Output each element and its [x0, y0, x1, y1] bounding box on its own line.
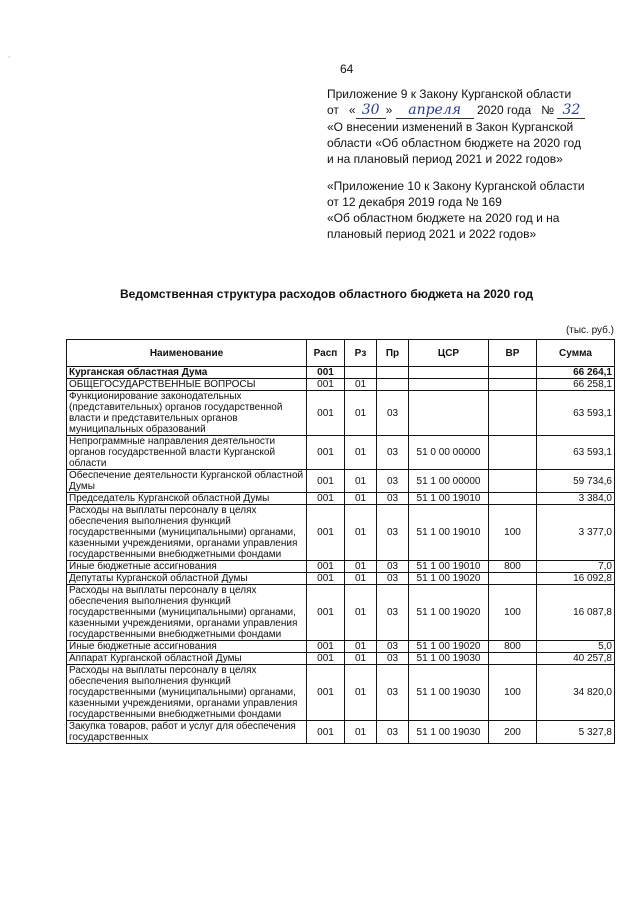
table-row: [67, 391, 615, 436]
table-row: [67, 641, 615, 653]
number-prefix: №: [541, 103, 555, 117]
table-row: [67, 653, 615, 665]
cell-csr: [409, 391, 489, 436]
cell-pr: 03: [377, 653, 409, 665]
cell-sum: 63 593,1: [537, 391, 615, 436]
header-sum: Сумма: [537, 340, 615, 367]
appendix-header: [327, 86, 585, 167]
handwritten-number: 32: [557, 102, 585, 119]
cell-sum: 34 820,0: [537, 665, 615, 721]
header-name: Наименование: [67, 340, 307, 367]
appendix-line-3: «О внесении изменений в Закон Курганской: [327, 120, 574, 134]
cell-pr: 03: [377, 391, 409, 436]
cell-sum: 66 264,1: [537, 367, 615, 379]
cell-sum: 40 257,8: [537, 653, 615, 665]
cell-name: Непрограммные направления деятельности органов государственной власти Курганской области: [67, 436, 307, 470]
table-row: [67, 665, 615, 721]
cell-name: Курганская областная Дума: [67, 367, 307, 379]
cell-sum: 5 327,8: [537, 721, 615, 744]
cell-rz: 01: [345, 391, 377, 436]
appendix-line-1: Приложение 9 к Закону Курганской области: [327, 87, 572, 101]
cell-vr: 800: [489, 641, 537, 653]
cell-rasp: 001: [307, 641, 345, 653]
cell-name: Иные бюджетные ассигнования: [67, 561, 307, 573]
cell-rz: 01: [345, 561, 377, 573]
cell-rasp: 001: [307, 391, 345, 436]
cell-name: Иные бюджетные ассигнования: [67, 641, 307, 653]
cell-rz: [345, 367, 377, 379]
header-rasp: Расп: [307, 340, 345, 367]
cell-name: Депутаты Курганской областной Думы: [67, 573, 307, 585]
cell-rasp: 001: [307, 573, 345, 585]
header-pr: Пр: [377, 340, 409, 367]
cell-csr: 51 1 00 19020: [409, 641, 489, 653]
from-prefix: от: [327, 103, 339, 117]
quote-open: «: [348, 103, 356, 117]
cell-rz: 01: [345, 573, 377, 585]
handwritten-day: 30: [356, 102, 386, 119]
appendix2-line-4: плановый период 2021 и 2022 годов»: [327, 227, 537, 241]
cell-sum: 3 384,0: [537, 493, 615, 505]
page-number: 64: [340, 62, 354, 76]
cell-rasp: 001: [307, 470, 345, 493]
cell-pr: 03: [377, 573, 409, 585]
appendix-line-4: области «Об областном бюджете на 2020 год: [327, 136, 581, 150]
cell-rasp: 001: [307, 561, 345, 573]
cell-csr: 51 1 00 19030: [409, 721, 489, 744]
cell-name: Закупка товаров, работ и услуг для обеспечения государственных: [67, 721, 307, 744]
table-row: [67, 493, 615, 505]
cell-sum: 5,0: [537, 641, 615, 653]
year-text: 2020 года: [476, 103, 532, 117]
table-header-row: [67, 340, 615, 367]
cell-csr: 51 1 00 19010: [409, 505, 489, 561]
cell-vr: 100: [489, 585, 537, 641]
cell-vr: [489, 653, 537, 665]
appendix2-line-2: от 12 декабря 2019 года № 169: [327, 195, 502, 209]
handwritten-month: апреля: [396, 102, 474, 119]
cell-pr: 03: [377, 641, 409, 653]
cell-sum: 16 087,8: [537, 585, 615, 641]
appendix-line-5: и на плановый период 2021 и 2022 годов»: [327, 152, 563, 166]
appendix2-line-3: «Об областном бюджете на 2020 год и на: [327, 211, 560, 225]
cell-rz: 01: [345, 470, 377, 493]
cell-sum: 3 377,0: [537, 505, 615, 561]
table-row: [67, 367, 615, 379]
cell-pr: 03: [377, 585, 409, 641]
cell-csr: 51 1 00 19010: [409, 493, 489, 505]
cell-rasp: 001: [307, 505, 345, 561]
cell-rz: 01: [345, 436, 377, 470]
cell-name: ОБЩЕГОСУДАРСТВЕННЫЕ ВОПРОСЫ: [67, 379, 307, 391]
cell-pr: 03: [377, 561, 409, 573]
cell-pr: 03: [377, 665, 409, 721]
table-row: [67, 573, 615, 585]
header-vr: ВР: [489, 340, 537, 367]
margin-mark: ,: [8, 50, 11, 59]
cell-name: Расходы на выплаты персоналу в целях обеспечения выполнения функций государственными (муниципальными) органами, казенными учреждениями, органами управления государственными внебюджетными фондами: [67, 505, 307, 561]
cell-vr: [489, 391, 537, 436]
cell-rasp: 001: [307, 367, 345, 379]
cell-sum: 66 258,1: [537, 379, 615, 391]
cell-vr: 800: [489, 561, 537, 573]
cell-rz: 01: [345, 665, 377, 721]
cell-csr: [409, 367, 489, 379]
cell-name: Аппарат Курганской областной Думы: [67, 653, 307, 665]
cell-vr: [489, 379, 537, 391]
cell-vr: 100: [489, 505, 537, 561]
table-row: [67, 470, 615, 493]
cell-vr: 200: [489, 721, 537, 744]
table-row: [67, 561, 615, 573]
table-row: [67, 721, 615, 744]
document-title: Ведомственная структура расходов областного бюджета на 2020 год: [120, 287, 534, 301]
cell-rz: 01: [345, 379, 377, 391]
cell-sum: 7,0: [537, 561, 615, 573]
cell-csr: 51 1 00 19020: [409, 573, 489, 585]
cell-vr: [489, 470, 537, 493]
budget-table: [66, 339, 615, 744]
header-csr: ЦСР: [409, 340, 489, 367]
cell-rz: 01: [345, 641, 377, 653]
cell-pr: [377, 367, 409, 379]
cell-vr: [489, 573, 537, 585]
table-row: [67, 379, 615, 391]
cell-csr: 51 1 00 19010: [409, 561, 489, 573]
cell-csr: 51 0 00 00000: [409, 436, 489, 470]
cell-sum: 16 092,8: [537, 573, 615, 585]
table-row: [67, 505, 615, 561]
header-rz: Рз: [345, 340, 377, 367]
cell-name: Расходы на выплаты персоналу в целях обеспечения выполнения функций государственными (муниципальными) органами, казенными учреждениями, органами управления государственными внебюджетными фондами: [67, 665, 307, 721]
cell-pr: 03: [377, 436, 409, 470]
cell-rz: 01: [345, 505, 377, 561]
cell-name: Функционирование законодательных (представительных) органов государственной власти и представительных органов муниципальных образований: [67, 391, 307, 436]
cell-csr: 51 1 00 19030: [409, 653, 489, 665]
cell-rz: 01: [345, 721, 377, 744]
cell-rz: 01: [345, 585, 377, 641]
cell-rasp: 001: [307, 721, 345, 744]
cell-csr: [409, 379, 489, 391]
cell-pr: 03: [377, 505, 409, 561]
cell-pr: 03: [377, 721, 409, 744]
cell-csr: 51 1 00 00000: [409, 470, 489, 493]
cell-sum: 59 734,6: [537, 470, 615, 493]
cell-rasp: 001: [307, 585, 345, 641]
unit-label: (тыс. руб.): [565, 325, 614, 336]
cell-rasp: 001: [307, 493, 345, 505]
cell-pr: 03: [377, 493, 409, 505]
cell-rasp: 001: [307, 379, 345, 391]
table-row: [67, 436, 615, 470]
cell-rasp: 001: [307, 665, 345, 721]
cell-vr: [489, 367, 537, 379]
appendix2-line-1: «Приложение 10 к Закону Курганской области: [327, 179, 585, 193]
cell-name: Председатель Курганской областной Думы: [67, 493, 307, 505]
cell-vr: [489, 493, 537, 505]
cell-vr: 100: [489, 665, 537, 721]
quote-close: »: [385, 103, 393, 117]
cell-rz: 01: [345, 653, 377, 665]
table-row: [67, 585, 615, 641]
cell-vr: [489, 436, 537, 470]
cell-pr: [377, 379, 409, 391]
cell-sum: 63 593,1: [537, 436, 615, 470]
cell-pr: 03: [377, 470, 409, 493]
appendix-original-header: [327, 178, 585, 242]
appendix-date-line: [327, 102, 585, 119]
cell-name: Расходы на выплаты персоналу в целях обеспечения выполнения функций государственными (муниципальными) органами, казенными учреждениями, органами управления государственными внебюджетными фондами: [67, 585, 307, 641]
cell-rasp: 001: [307, 436, 345, 470]
cell-rz: 01: [345, 493, 377, 505]
cell-csr: 51 1 00 19030: [409, 665, 489, 721]
cell-rasp: 001: [307, 653, 345, 665]
cell-name: Обеспечение деятельности Курганской областной Думы: [67, 470, 307, 493]
cell-csr: 51 1 00 19020: [409, 585, 489, 641]
